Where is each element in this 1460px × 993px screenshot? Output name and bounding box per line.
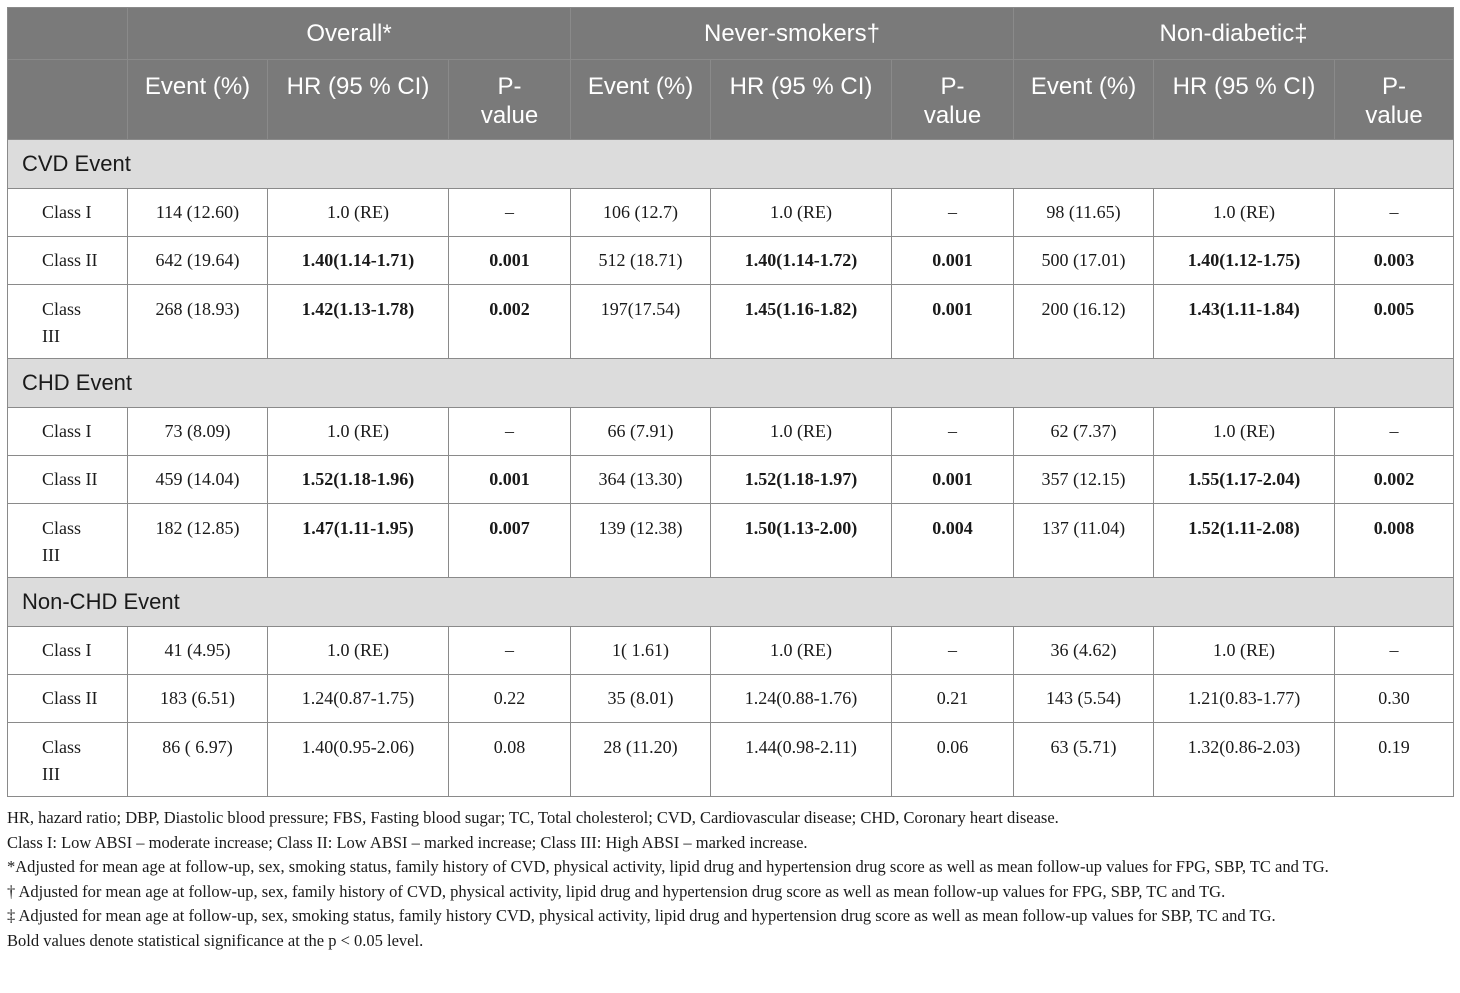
- table-cell-never-smokers-hr: 1.0 (RE): [711, 189, 892, 237]
- section-title: Non-CHD Event: [8, 578, 1454, 627]
- table-row: [8, 285, 1454, 359]
- table-cell-non-diabetic-hr: 1.55(1.17-2.04): [1154, 456, 1335, 504]
- table-cell-non-diabetic-pvalue: 0.003: [1335, 237, 1454, 285]
- table-cell-overall-hr: 1.47(1.11-1.95): [268, 504, 449, 578]
- table-cell-non-diabetic-event: 500 (17.01): [1014, 237, 1154, 285]
- table-cell-never-smokers-event: 66 (7.91): [571, 408, 711, 456]
- table-container: [7, 7, 1453, 953]
- table-cell-non-diabetic-pvalue: –: [1335, 408, 1454, 456]
- table-cell-overall-hr: 1.42(1.13-1.78): [268, 285, 449, 359]
- table-cell-never-smokers-event: 512 (18.71): [571, 237, 711, 285]
- table-body: [8, 140, 1454, 797]
- table-cell-overall-hr: 1.40(0.95-2.06): [268, 723, 449, 797]
- table-cell-non-diabetic-hr: 1.52(1.11-2.08): [1154, 504, 1335, 578]
- section-row: [8, 359, 1454, 408]
- table-row: [8, 675, 1454, 723]
- table-cell-never-smokers-hr: 1.40(1.14-1.72): [711, 237, 892, 285]
- table-cell-non-diabetic-event: 62 (7.37): [1014, 408, 1154, 456]
- table-cell-never-smokers-pvalue: 0.001: [892, 237, 1014, 285]
- table-cell-never-smokers-hr: 1.44(0.98-2.11): [711, 723, 892, 797]
- table-cell-non-diabetic-pvalue: 0.19: [1335, 723, 1454, 797]
- table-row: [8, 627, 1454, 675]
- table-row: [8, 456, 1454, 504]
- table-cell-non-diabetic-pvalue: 0.30: [1335, 675, 1454, 723]
- table-cell-never-smokers-event: 1( 1.61): [571, 627, 711, 675]
- table-cell-overall-pvalue: –: [449, 627, 571, 675]
- table-row: [8, 408, 1454, 456]
- table-footnotes: [7, 806, 1453, 953]
- table-cell-non-diabetic-hr: 1.21(0.83-1.77): [1154, 675, 1335, 723]
- row-label: Class I: [8, 408, 128, 456]
- row-label: Class II: [8, 456, 128, 504]
- table-cell-non-diabetic-hr: 1.32(0.86-2.03): [1154, 723, 1335, 797]
- table-cell-non-diabetic-hr: 1.0 (RE): [1154, 408, 1335, 456]
- table-cell-overall-pvalue: 0.08: [449, 723, 571, 797]
- table-cell-never-smokers-hr: 1.45(1.16-1.82): [711, 285, 892, 359]
- section-row: [8, 140, 1454, 189]
- row-label: Class III: [8, 723, 128, 797]
- row-label: Class I: [8, 627, 128, 675]
- table-cell-overall-event: 183 (6.51): [128, 675, 268, 723]
- table-row: [8, 504, 1454, 578]
- table-cell-never-smokers-hr: 1.0 (RE): [711, 408, 892, 456]
- results-table: [7, 7, 1454, 797]
- subheader-non-diabetic-event: Event (%): [1014, 60, 1154, 140]
- table-cell-overall-pvalue: –: [449, 408, 571, 456]
- group-header-overall: Overall*: [128, 8, 571, 60]
- table-cell-non-diabetic-pvalue: –: [1335, 189, 1454, 237]
- table-cell-overall-pvalue: 0.001: [449, 456, 571, 504]
- table-cell-never-smokers-event: 364 (13.30): [571, 456, 711, 504]
- table-cell-never-smokers-pvalue: –: [892, 189, 1014, 237]
- table-cell-overall-event: 73 (8.09): [128, 408, 268, 456]
- subheader-non-diabetic-pvalue: P- value: [1335, 60, 1454, 140]
- table-cell-never-smokers-pvalue: –: [892, 627, 1014, 675]
- table-cell-overall-event: 459 (14.04): [128, 456, 268, 504]
- subheader-never-smokers-hr: HR (95 % CI): [711, 60, 892, 140]
- table-cell-never-smokers-event: 139 (12.38): [571, 504, 711, 578]
- table-cell-never-smokers-event: 28 (11.20): [571, 723, 711, 797]
- subheader-never-smokers-event: Event (%): [571, 60, 711, 140]
- table-cell-overall-pvalue: 0.007: [449, 504, 571, 578]
- table-cell-never-smokers-event: 197(17.54): [571, 285, 711, 359]
- table-cell-overall-hr: 1.0 (RE): [268, 189, 449, 237]
- table-cell-non-diabetic-pvalue: 0.008: [1335, 504, 1454, 578]
- section-title: CVD Event: [8, 140, 1454, 189]
- table-cell-overall-hr: 1.0 (RE): [268, 408, 449, 456]
- table-cell-non-diabetic-event: 137 (11.04): [1014, 504, 1154, 578]
- footnote-never-smokers: † Adjusted for mean age at follow-up, sex, family history of CVD, physical activity, lipid drug and hypertension drug score as well as mean follow-up values for FPG, SBP, TC and TG.: [7, 881, 1226, 901]
- table-cell-never-smokers-pvalue: 0.21: [892, 675, 1014, 723]
- table-cell-never-smokers-hr: 1.52(1.18-1.97): [711, 456, 892, 504]
- footnote-bold: Bold values denote statistical significance at the p < 0.05 level.: [7, 930, 424, 950]
- table-cell-non-diabetic-event: 36 (4.62): [1014, 627, 1154, 675]
- row-label: Class III: [8, 504, 128, 578]
- table-cell-never-smokers-event: 106 (12.7): [571, 189, 711, 237]
- row-label: Class II: [8, 675, 128, 723]
- group-header-never-smokers: Never-smokers†: [571, 8, 1014, 60]
- table-cell-non-diabetic-event: 200 (16.12): [1014, 285, 1154, 359]
- table-cell-non-diabetic-pvalue: 0.005: [1335, 285, 1454, 359]
- table-cell-overall-hr: 1.40(1.14-1.71): [268, 237, 449, 285]
- subheader-overall-pvalue: P- value: [449, 60, 571, 140]
- table-cell-overall-event: 41 (4.95): [128, 627, 268, 675]
- table-cell-overall-pvalue: –: [449, 189, 571, 237]
- row-label: Class III: [8, 285, 128, 359]
- table-row: [8, 237, 1454, 285]
- table-cell-overall-pvalue: 0.22: [449, 675, 571, 723]
- footnote-non-diabetic: ‡ Adjusted for mean age at follow-up, sex, smoking status, family history CVD, physical activity, lipid drug and hypertension drug score as well as mean follow-up values for SBP, TC and TG.: [7, 906, 1276, 925]
- table-cell-non-diabetic-hr: 1.0 (RE): [1154, 189, 1335, 237]
- table-cell-non-diabetic-hr: 1.0 (RE): [1154, 627, 1335, 675]
- row-label: Class I: [8, 189, 128, 237]
- table-cell-overall-hr: 1.24(0.87-1.75): [268, 675, 449, 723]
- subheader-never-smokers-pvalue: P- value: [892, 60, 1014, 140]
- table-row: [8, 723, 1454, 797]
- table-cell-overall-event: 114 (12.60): [128, 189, 268, 237]
- table-cell-non-diabetic-event: 63 (5.71): [1014, 723, 1154, 797]
- table-cell-overall-event: 642 (19.64): [128, 237, 268, 285]
- table-cell-overall-event: 268 (18.93): [128, 285, 268, 359]
- row-label: Class II: [8, 237, 128, 285]
- table-cell-non-diabetic-pvalue: 0.002: [1335, 456, 1454, 504]
- table-cell-never-smokers-pvalue: 0.001: [892, 285, 1014, 359]
- table-cell-non-diabetic-hr: 1.43(1.11-1.84): [1154, 285, 1335, 359]
- table-cell-non-diabetic-hr: 1.40(1.12-1.75): [1154, 237, 1335, 285]
- table-cell-non-diabetic-event: 98 (11.65): [1014, 189, 1154, 237]
- table-cell-never-smokers-hr: 1.0 (RE): [711, 627, 892, 675]
- table-cell-never-smokers-pvalue: –: [892, 408, 1014, 456]
- table-cell-overall-hr: 1.52(1.18-1.96): [268, 456, 449, 504]
- table-cell-never-smokers-event: 35 (8.01): [571, 675, 711, 723]
- table-cell-overall-pvalue: 0.002: [449, 285, 571, 359]
- table-cell-overall-event: 86 ( 6.97): [128, 723, 268, 797]
- table-cell-non-diabetic-event: 143 (5.54): [1014, 675, 1154, 723]
- subheader-overall-hr: HR (95 % CI): [268, 60, 449, 140]
- table-cell-never-smokers-hr: 1.24(0.88-1.76): [711, 675, 892, 723]
- subheader-overall-event: Event (%): [128, 60, 268, 140]
- table-cell-never-smokers-pvalue: 0.004: [892, 504, 1014, 578]
- table-row: [8, 189, 1454, 237]
- section-title: CHD Event: [8, 359, 1454, 408]
- corner-cell: [8, 8, 128, 60]
- corner-cell-lower: [8, 60, 128, 140]
- section-row: [8, 578, 1454, 627]
- subheader-non-diabetic-hr: HR (95 % CI): [1154, 60, 1335, 140]
- footnote-classes: Class I: Low ABSI – moderate increase; Class II: Low ABSI – marked increase; Class III: High ABSI – marked increase.: [7, 832, 808, 852]
- group-header-non-diabetic: Non-diabetic‡: [1014, 8, 1454, 60]
- table-cell-never-smokers-hr: 1.50(1.13-2.00): [711, 504, 892, 578]
- table-cell-non-diabetic-event: 357 (12.15): [1014, 456, 1154, 504]
- table-cell-overall-pvalue: 0.001: [449, 237, 571, 285]
- table-cell-overall-event: 182 (12.85): [128, 504, 268, 578]
- footnote-abbreviations: HR, hazard ratio; DBP, Diastolic blood pressure; FBS, Fasting blood sugar; TC, Total cholesterol; CVD, Cardiovascular disease; CHD, Coronary heart disease.: [7, 808, 1059, 827]
- table-cell-overall-hr: 1.0 (RE): [268, 627, 449, 675]
- table-cell-non-diabetic-pvalue: –: [1335, 627, 1454, 675]
- table-cell-never-smokers-pvalue: 0.001: [892, 456, 1014, 504]
- table-cell-never-smokers-pvalue: 0.06: [892, 723, 1014, 797]
- footnote-overall: *Adjusted for mean age at follow-up, sex, smoking status, family history of CVD, physical activity, lipid drug and hypertension drug score as well as mean follow-up values for FPG, SBP, TC and TG.: [7, 857, 1329, 876]
